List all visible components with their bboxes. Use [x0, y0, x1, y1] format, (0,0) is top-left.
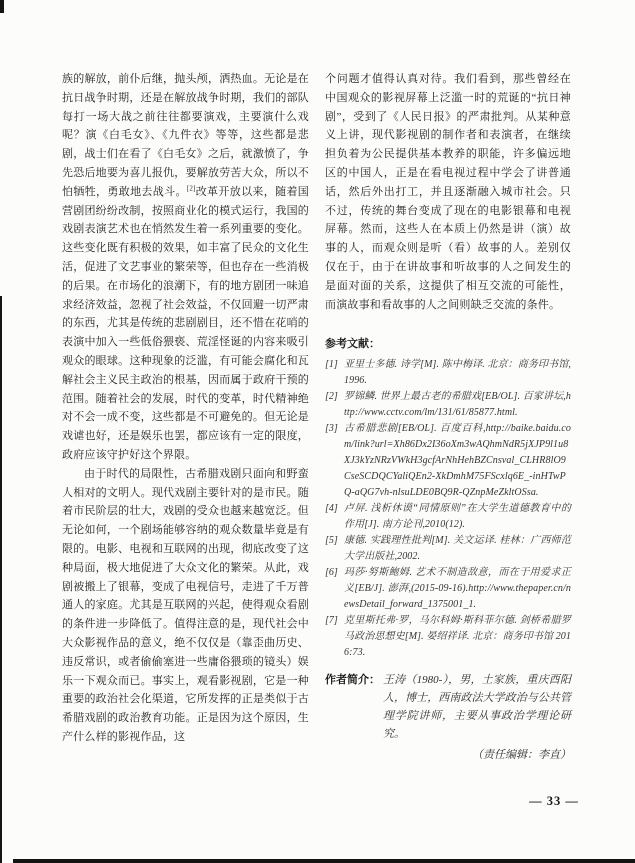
reference-marker: [3] — [325, 423, 338, 435]
reference-text: 罗锦鳞. 世界上最古老的希腊戏[EB/OL]. 百家讲坛,http://www.cctv.com/lm/131/61/85877.html. — [344, 391, 571, 419]
reference-item — [325, 501, 571, 533]
scan-artifact-bottom-edge — [13, 859, 635, 863]
scan-artifact-top-left — [0, 0, 4, 13]
references-list — [325, 357, 571, 661]
paragraph-continuation — [62, 70, 309, 465]
reference-marker: [7] — [325, 615, 338, 627]
reference-item — [325, 613, 571, 661]
reference-item — [325, 565, 571, 613]
author-bio-text: 王涛（1980-），男，土家族，重庆酉阳人，博士，西南政法大学政治与公共管理学院讲师，主要从事政治学理论研究。 — [383, 674, 571, 741]
page-number: — 33 — — [529, 794, 579, 808]
paragraph: 由于时代的局限性，古希腊戏剧只面向和野蛮人相对的文明人。现代戏剧主要针对的是市民。随着市民阶层的壮大，戏剧的受众也越来越宽泛。但无论如何，一个剧场能够容纳的观众数量毕竟是有限的。电影、电视和互联网的出现，彻底改变了这种局面，极大地促进了大众文化的繁荣。从此，戏剧被搬上了银幕，变成了电视信号，走进了千万普通人的家庭。尤其是互联网的兴起，使得观众看剧的条件进一步降低了。值得注意的是，现代社会中大众影视作品的意义，绝不仅仅是（靠歪曲历史、违反常识，或者偷偷塞进一些庸俗猥琐的镜头）娱乐一下观众而已。事实上，观看影视剧，它是一种重要的政治社会化渠道，它所发挥的正是类似于古希腊戏剧的政治教育功能。正是因为这个原因，生产什么样的影视作品，这 — [62, 467, 309, 743]
paragraph-continuation: 个问题才值得认真对待。我们看到，那些曾经在中国观众的影视屏幕上泛滥一时的荒诞的“抗日神剧”，受到了《人民日报》的严肃批判。从某种意义上讲，现代影视剧的制作者和表演者，在继续担负着为公民提供基本教养的职能，许多偏远地区的中国人，正是在看电视过程中学会了讲普通话，然后外出打工，并且逐渐融入城市社会。只不过，传统的舞台变成了现在的电影银幕和电视屏幕。然而，这些人在本质上仍然是讲（演）故事的人，而观众则是听（看）故事的人。差别仅仅在于，由于在讲故事和听故事的人之间发生的是面对面的关系，这提供了相互交流的可能性，而演故事和看故事的人之间则缺乏交流的条件。 — [325, 73, 571, 311]
reference-text: 康德. 实践理性批判[M]. 关文运译. 桂林：广西师范大学出版社,2002. — [344, 535, 571, 563]
reference-item — [325, 357, 571, 389]
reference-item — [325, 389, 571, 421]
reference-marker: [1] — [325, 359, 338, 371]
references-heading: 参考文献： — [325, 338, 380, 351]
reference-item — [325, 421, 571, 501]
author-bio-label: 作者简介： — [325, 674, 380, 687]
reference-text: 古希腊悲剧[EB/OL]. 百度百科,http://baike.baidu.com/link?url=Xh86Dx2I36oXm3wAQhmNdR5jXJP9l1u8XJ3kYzNRzVWkH3gcfArNhHehBZCnsval_CLHR8lO9CseSCDQCYaliQEn2-XkDmhM75FScxlq6E_-inHTwPQ-aQG7vh-nlsuLDE0BQ9R-QZnpMeZkltOSsa. — [344, 423, 571, 499]
reference-text: 克里斯托弗·罗，马尔科姆·斯科菲尔德. 剑桥希腊罗马政治思想史[M]. 晏绍祥译. 北京：商务印书馆 2016:73. — [344, 615, 571, 659]
scan-artifact-left-edge — [0, 296, 2, 863]
reference-item — [325, 533, 571, 565]
author-bio — [325, 671, 571, 743]
reference-marker: [5] — [325, 535, 338, 547]
right-column — [325, 70, 571, 762]
editor-credit: （责任编辑：李直） — [472, 749, 571, 762]
reference-text: 玛莎·努斯鲍姆. 艺术不制造敌意，而在于用爱求正义[EB/J]. 澎湃,(2015-09-16).http://www.thepaper.cn/newsDetail_forward_1375001_1. — [344, 567, 571, 611]
reference-text: 亚里士多德. 诗学[M]. 陈中梅译. 北京：商务印书馆,1996. — [344, 359, 571, 387]
paragraph-text: 改革开放以来，随着国营剧团纷纷改制，按照商业化的模式运行，我国的戏剧表演艺术也在悄然发生着一系列重要的变化。这些变化既有积极的效果，如丰富了民众的文化生活，促进了文艺事业的繁荣等，但也存在一些消极的后果。在市场化的浪潮下，有的地方剧团一味追求经济效益，忽视了社会效益，不仅回避一切严肃的东西，尤其是传统的悲剧剧目，还不惜在花哨的表演中加入一些低俗猥亵、荒淫怪诞的内容来吸引观众的眼球。这种现象的泛滥，有可能会腐化和瓦解社会主义民主政治的根基，因而属于政府干预的范围。随着社会的发展，时代的变革，时代精神绝对不会一成不变，这些都是不可避免的。但无论是戏谑也好，还是娱乐也罢，都应该有一定的限度，政府应该守护好这个界限。 — [62, 185, 310, 461]
reference-marker: [6] — [325, 567, 338, 579]
footnote-marker: [2] — [186, 184, 196, 193]
left-column — [62, 70, 309, 747]
reference-marker: [2] — [325, 391, 338, 403]
reference-text: 卢屏. 浅析休谟“同情原则”在大学生道德教育中的作用[J]. 南方论刊,2010(12). — [344, 503, 571, 531]
paragraph-text: 族的解放，前仆后继，抛头颅，洒热血。无论是在抗日战争时期，还是在解放战争时期，我们的部队每打一场大战之前往往都要演戏，主要演什么戏呢？演《白毛女》、《九件衣》等等，这些都是悲剧，战士们在看了《白毛女》之后，就激愤了，争先恐后地要为喜儿报仇，要解放劳苦大众，所以不怕牺牲，勇敢地去战斗。 — [62, 73, 309, 198]
reference-marker: [4] — [325, 503, 338, 515]
